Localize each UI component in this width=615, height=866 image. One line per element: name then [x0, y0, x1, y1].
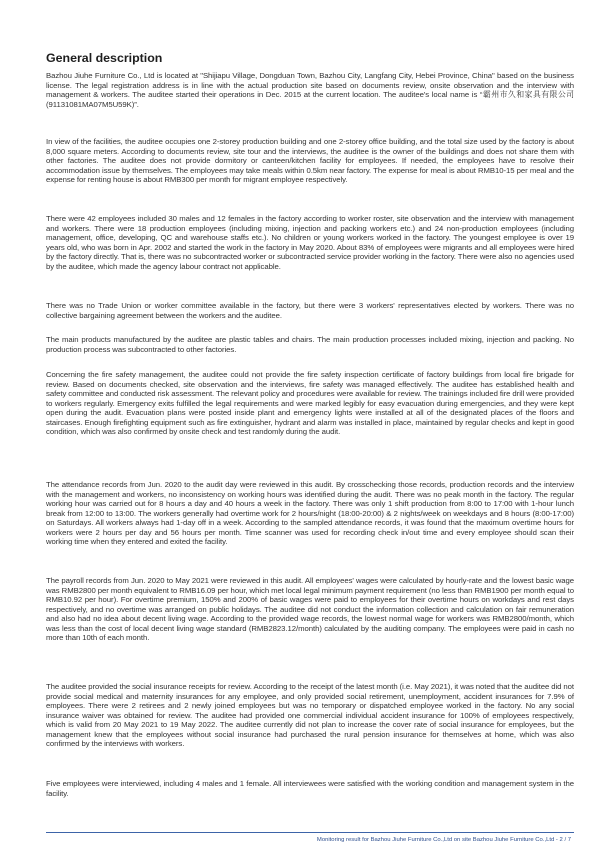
page-footer: Monitoring result for Bazhou Jiuhe Furniture Co.,Ltd on site Bazhou Jiuhe Furniture Co.,Ltd - 2 / 7 [316, 837, 571, 843]
paragraph-facilities: In view of the facilities, the auditee occupies one 2-storey production building and one 2-storey office building, and the total size used by the factory is about 8,000 square meters. According to documents review, site tour and the interviews, the auditee is the owner of the buildings and does not share them with other factories. The auditee does not provide dormitory or canteen/kitchen facility for employees. If needed, the employees have to resolve their accommodation issue by themselves. The employees may take meals within 0.5km near factory. The expense for meal is about RMB10-15 per meal and the expense for renting house is about RMB300 per month for migrant employee respectively. [46, 137, 574, 185]
paragraph-employees: There were 42 employees included 30 males and 12 females in the factory according to worker roster, site observation and the interview with management and workers. There were 18 production employees (including mixing, injection and packing workers etc.) and 24 non-production employees (including management, office, developing, QC and warehouse staffs etc.). No children or young workers worked in the factory. The youngest employee is over 19 years old, who was born in Apr. 2002 and started the work in the factory in May 2020. About 83% of employees were migrants and all employees were hired by the factory directly. That is, there was no subcontracted worker or subcontracted service provider working in the factory. There were also no agencies used by the auditee, which made the agency labour contract not applicable. [46, 214, 574, 271]
paragraph-interviews: Five employees were interviewed, including 4 males and 1 female. All interviewees were satisfied with the working condition and management system in the facility. [46, 779, 574, 798]
paragraph-location: Bazhou Jiuhe Furniture Co., Ltd is located at "Shijiapu Village, Dongduan Town, Bazhou City, Langfang City, Hebei Province, China" based on the business license. The legal registration address is in line with the actual production site based on documents review, onsite observation and the interview with management & workers. The auditee started their operations in Dec. 2015 at the current location. The auditee's local name is “霸州市久和家具有限公司(91131081MA07M5U59K)”. [46, 71, 574, 109]
paragraph-working-hours: The attendance records from Jun. 2020 to the audit day were reviewed in this audit. By crosschecking those records, production records and the interview with the management and workers, no inconsistency on working hours was identified during the audit. There was no peak month in the factory. The regular working hour was carried out for 8 hours a day and 40 hours a week in the factory. There was only 1 shift production from 8:00 to 17:00 with 1-hour lunch break from 12:00 to 13:00. The workers generally had overtime work for 2 hours/night (18:00-20:00) & 2 nights/week on weekdays and 8 hours (8:00-17:00) on Saturdays. All workers always had 1-day off in a week. According to the sampled attendance records, it was found that the maximum overtime hours for workers were 2 hours per day and 56 hours per month. Time scanner was used for recording check in/out time and every employee should scan their working time when they entered and exited the facility. [46, 480, 574, 547]
paragraph-wages: The payroll records from Jun. 2020 to May 2021 were reviewed in this audit. All employees' wages were calculated by hourly-rate and the lowest basic wage was RMB2800 per month equivalent to RMB16.09 per hour, which met local legal minimum payment requirement (no less than RMB1900 per month equal to RMB10.92 per hour). For overtime premium, 150% and 200% of basic wages were paid to employees for their overtime hours on workdays and rest days respectively, and no overtime was arranged on public holidays. The auditee did not conduct the information collection and calculation on fair remuneration and also had no idea about decent living wage. According to the provided wage records, the lowest normal wage for workers was RMB2800/month, which was less than the cost of local decent living wage standard (RMB2823.12/month) calculated by the auditing company. The employees were paid in cash no more than 10th of each month. [46, 576, 574, 643]
footer-divider [46, 832, 574, 833]
paragraph-trade-union: There was no Trade Union or worker committee available in the factory, but there were 3 workers' representatives elected by workers. There was no collective bargaining agreement between the workers and the auditee. [46, 301, 574, 320]
paragraph-products: The main products manufactured by the auditee are plastic tables and chairs. The main production processes included mixing, injection and packing. No production process was subcontracted to other factories. [46, 335, 574, 354]
paragraph-social-insurance: The auditee provided the social insurance receipts for review. According to the receipt of the latest month (i.e. May 2021), it was noted that the auditee did not provide social medical and maternity insurances for any employee, and only provided social retirement, unemployment, accident insurances for 7.9% of employees. There were 2 retirees and 2 newly joined employees but was no temporary or dispatched employee worked in the factory. No any social insurance waiver was obtained for review. The auditee had provided one commercial individual accident insurance for 100% of employees respectively, which is valid from 20 May 2021 to 19 May 2022. The auditee currently did not plan to increase the cover rate of social insurance for employees, but the management knew that the employees without social insurance had purchased the rural pension insurance for themselves at home, which was also confirmed by the interviews with workers. [46, 682, 574, 749]
page-title: General description [46, 51, 163, 65]
paragraph-fire-safety: Concerning the fire safety management, the auditee could not provide the fire safety inspection certificate of factory buildings from local fire brigade for review. Based on documents checked, site observation and the interviews, fire safety was managed effectively. The auditee has established health and safety committee and conducted risk assessment. The relevant policy and procedures were available for review. The trainings included fire drill were provided to workers regularly. Emergency exits fulfilled the legal requirements and were marked legibly for easy evacuation during emergencies, and they were kept open during the audit. Evacuation plans were posted inside plant and emergency lights were installed at all of the designated places of the floors and staircases. Enough firefighting equipment such as fire extinguisher, hydrant and alarm was installed in place, maintained by regular checks and kept in good condition, which was also confirmed by onsite check and test randomly during the audit. [46, 370, 574, 437]
